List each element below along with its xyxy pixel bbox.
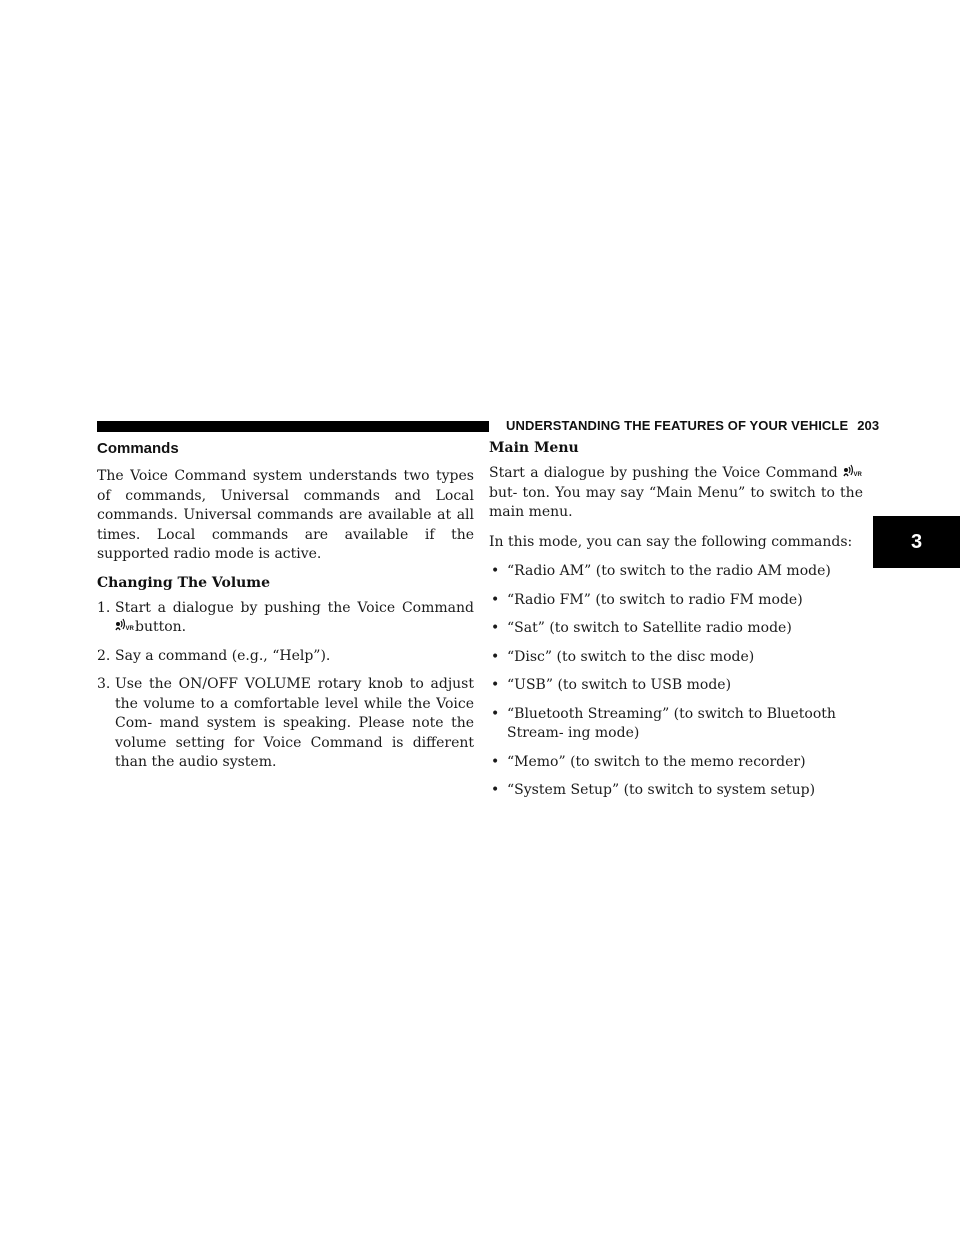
command-text: “System Setup” (to switch to system setup) (507, 782, 816, 798)
right-column (489, 440, 863, 810)
step-item (97, 599, 474, 638)
main-menu-text-after: but- ton. You may say “Main Menu” to switch to the main menu. (489, 484, 863, 520)
chapter-tab (873, 516, 960, 568)
bullet: • (491, 648, 500, 665)
voice-command-icon (115, 618, 135, 632)
command-text: “USB” (to switch to USB mode) (507, 677, 732, 693)
bullet: • (491, 620, 500, 636)
intro-paragraph: The Voice Command system understands two types of commands, Universal commands and Local commands. Universal commands are available at all times. Local commands are available if the supported radio mode is active. (97, 468, 474, 562)
step-text: Use the ON/OFF VOLUME rotary knob to adjust the volume to a comfortable level while the Voice Com- mand system is speaking. Please note the volume setting for Voice Command is different than the audio system. (115, 676, 474, 770)
subheading-volume: Changing The Volume (97, 574, 271, 591)
step-number: 3. (97, 676, 111, 692)
chapter-number: 3 (910, 530, 923, 553)
bullet: • (491, 677, 500, 693)
step-item (97, 675, 474, 773)
header-rule (97, 421, 489, 432)
command-item (489, 619, 863, 639)
section-heading: Commands (97, 440, 179, 457)
voice-command-icon (843, 464, 863, 478)
command-text: “Disc” (to switch to the disc mode) (507, 648, 755, 665)
main-menu-text: Start a dialogue by pushing the Voice Command (489, 465, 843, 481)
bullet: • (491, 753, 500, 770)
bullet: • (491, 591, 500, 608)
step-number: 2. (97, 647, 111, 664)
step-number: 1. (97, 599, 111, 616)
list-intro: In this mode, you can say the following commands: (489, 533, 853, 550)
command-text: “Radio FM” (to switch to radio FM mode) (507, 591, 803, 608)
command-text: “Radio AM” (to switch to the radio AM mode) (507, 563, 831, 579)
step-text: Say a command (e.g., “Help”). (115, 647, 331, 664)
command-item (489, 781, 863, 801)
steps-list (97, 599, 474, 773)
command-text: “Memo” (to switch to the memo recorder) (507, 753, 806, 770)
step-text-after: button. (135, 619, 187, 635)
command-text: “Sat” (to switch to Satellite radio mode) (507, 620, 792, 636)
bullet: • (491, 705, 500, 722)
svg-text:VR: VR (125, 626, 134, 632)
left-column (97, 440, 474, 782)
svg-text:VR: VR (853, 472, 862, 478)
running-header (506, 418, 880, 433)
commands-list (489, 562, 863, 801)
command-item (489, 562, 863, 582)
command-item (489, 705, 863, 744)
command-item (489, 753, 863, 773)
command-item (489, 648, 863, 668)
command-item (489, 676, 863, 696)
command-text: “Bluetooth Streaming” (to switch to Bluetooth Stream- ing mode) (507, 705, 836, 741)
bullet: • (491, 782, 500, 798)
bullet: • (491, 563, 500, 579)
subheading-main-menu: Main Menu (489, 440, 579, 456)
page-number: 203 (857, 418, 880, 433)
command-item (489, 591, 863, 611)
step-text: Start a dialogue by pushing the Voice Command (115, 599, 474, 616)
main-menu-paragraph (489, 464, 863, 523)
step-item (97, 647, 474, 667)
section-title: UNDERSTANDING THE FEATURES OF YOUR VEHICLE (506, 418, 849, 433)
